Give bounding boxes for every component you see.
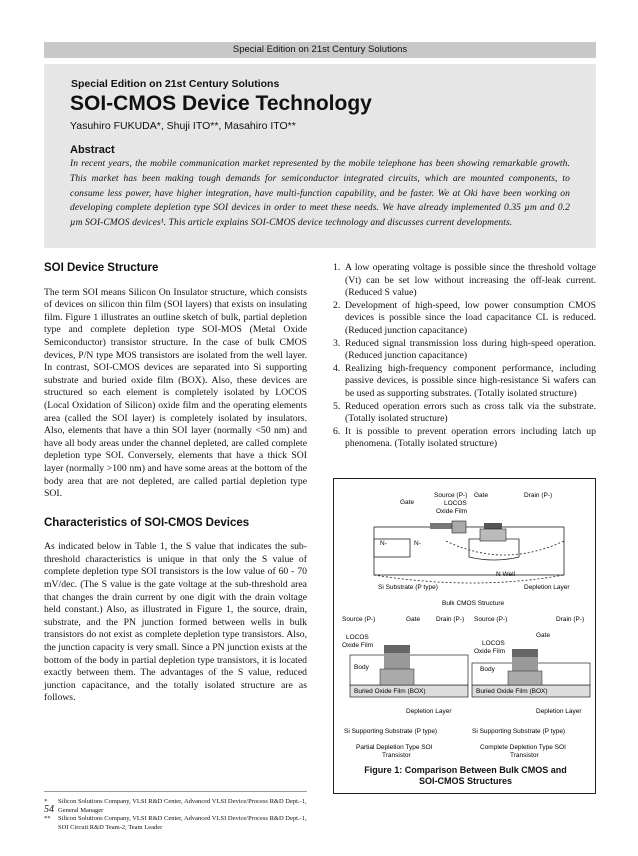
partial-box-label: Buried Oxide Film (BOX) [354, 688, 426, 695]
figure-caption: Figure 1: Comparison Between Bulk CMOS and SOI-CMOS Structures [364, 765, 567, 786]
complete-title-line1: Complete Depletion Type SOI [480, 744, 566, 751]
title-box [44, 64, 596, 248]
partial-substrate-label: Si Supporting Substrate (P type) [344, 728, 438, 735]
abstract-heading: Abstract [70, 144, 115, 156]
advantages-list [333, 262, 596, 451]
partial-title-line1: Partial Depletion Type SOI [356, 744, 433, 751]
bulk-gate2-label: Gate [474, 492, 489, 499]
figure-diagram [334, 479, 597, 795]
partial-locos-label: LOCOS [346, 634, 369, 641]
article-title: SOI-CMOS Device Technology [70, 92, 372, 115]
footnote: * Silicon Solutions Company, VLSI R&D Center, Advanced VLSI Device/Process R&D Dept.-1, General Manager [44, 798, 307, 814]
section-heading-characteristics: Characteristics of SOI-CMOS Devices [44, 516, 250, 529]
abstract-text: In recent years, the mobile communication market represented by the mobile telephone has been showing remarkable growth. This market has been making tough demands for semiconductor integrated circuits, which are mounted components, to consume less power, have higher integration, have multi-function capability, and be faster. We at Oki have been working on developing complete depletion type SOI devices in order to meet these needs. We have already implemented 0.35 µm and 0.2 µm SOI-CMOS devices¹. This article explains SOI-CMOS device technology and discusses current developments. [70, 159, 570, 229]
page-number: 54 [44, 804, 54, 815]
bulk-substrate-label: Si Substrate (P type) [378, 584, 438, 591]
bulk-n1-label: N- [380, 540, 387, 547]
partial-gate-label: Gate [406, 616, 421, 623]
bulk-n2-label: N- [414, 540, 421, 547]
partial-depletion-label: Depletion Layer [406, 708, 452, 715]
list-item: 1. A low operating voltage is possible since the threshold voltage (Vt) can be set low without increasing the off-leak current. (Reduced S value) [333, 262, 596, 299]
bulk-nwell-label: N Well [496, 571, 516, 578]
edition-banner: Special Edition on 21st Century Solutions [44, 42, 596, 58]
complete-body-label: Body [480, 666, 495, 673]
complete-gate-label: Gate [536, 632, 551, 639]
complete-title-line2: Transistor [510, 752, 539, 759]
bulk-oxide-label: Oxide Film [436, 508, 468, 515]
bulk-gate-label: Gate [400, 499, 415, 506]
complete-locos-label: LOCOS [482, 640, 505, 647]
section-paragraph: The term SOI means Silicon On Insulator structure, which consists of devices on silicon thin film (SOI layers) that exists on insulating film. Figure 1 illustrates an outline sketch of bulk, partial depletion type and complete depletion type SOI-MOS (Metal Oxide Semiconductor) transistor structure. In the case of bulk CMOS devices, P/N type MOS transistors are isolated from the well layer. In contrast, SOI-CMOS devices are separated into Si supporting substrate and buried oxide film (BOX). Also, these devices are structured so each element is completely isolated by LOCOS (Local Oxidation of Silicon) oxide film and the operating elements area (called the SOI layer) is completely isolated by insulators. Also, elements that have a thin SOI layer (normally <50 nm) and have all body areas under the channel depleted, are called complete depletion type SOI. Conversely, elements that have a thick SOI layer (normally >100 nm) and have some areas at the bottom of the body area that are not depleted, are called partial depletion type SOI. [44, 286, 307, 500]
partial-oxide-label: Oxide Film [342, 642, 374, 649]
complete-source-label: Source (P-) [474, 616, 508, 623]
left-column [44, 262, 307, 705]
partial-body-label: Body [354, 664, 369, 671]
partial-title-line2: Transistor [382, 752, 411, 759]
list-item: 4. Realizing high-frequency component performance, including passive devices, is possible since high-resistance Si wafers can be used as supporting substrates. (Totally isolated structure) [333, 362, 596, 399]
bulk-source-label: Source (P-) [434, 492, 468, 499]
partial-drain-label: Drain (P-) [436, 616, 465, 623]
bulk-depletion-label: Depletion Layer [524, 584, 570, 591]
footnotes [44, 791, 307, 832]
complete-substrate-label: Si Supporting Substrate (P type) [472, 728, 566, 735]
section-paragraph: As indicated below in Table 1, the S value that indicates the sub-threshold characteristics is unique in that only the S value of complete depletion type SOI transistors is the low value of 60 - 70 mV/dec. (The S value is the gate voltage at the sub-threshold area that changes the drain current by one digit with the drain voltage held constant.) Also, as illustrated in Figure 1, the source, drain, substrate, and the PN junction formed between wells in bulk transistors do not exist as complete depletion type transistors. Also, the junction capacity is very small. Since a PN junction exists at the bottom of the body in partial depletion type transistors, it is located exactly between them. The advantages of the S value, reduced junction capacitance, and the totally isolated structure are as follows. [44, 541, 307, 704]
complete-drain-label: Drain (P-) [556, 616, 585, 623]
bulk-drain-label: Drain (P-) [524, 492, 553, 499]
edition-label: Special Edition on 21st Century Solutions [71, 78, 280, 90]
section-heading-soi-structure: SOI Device Structure [44, 262, 159, 274]
right-column [333, 262, 596, 451]
bulk-locos-label: LOCOS [444, 500, 467, 507]
list-item: 3. Reduced signal transmission loss during high-speed operation. (Reduced junction capacitance) [333, 337, 596, 362]
bulk-title: Bulk CMOS Structure [442, 600, 505, 607]
partial-source-label: Source (P-) [342, 616, 376, 623]
figure-1 [333, 478, 596, 794]
bulk-gate-bar [430, 523, 454, 529]
footnote: ** Silicon Solutions Company, VLSI R&D Center, Advanced VLSI Device/Process R&D Dept.-1, SOI Circuit R&D Team-2, Team Leader [44, 815, 307, 831]
complete-depletion-label: Depletion Layer [536, 708, 582, 715]
article-authors: Yasuhiro FUKUDA*, Shuji ITO**, Masahiro ITO** [70, 120, 296, 132]
list-item: 2. Development of high-speed, low power consumption CMOS devices is possible since the load capacitance CL is reduced. (Reduced junction capacitance) [333, 299, 596, 336]
list-item: 5. Reduced operation errors such as cross talk via the substrate. (Totally isolated structure) [333, 400, 596, 425]
complete-oxide-label: Oxide Film [474, 648, 506, 655]
list-item: 6. It is possible to prevent operation errors including latch up phenomena. (Totally isolated structure) [333, 425, 596, 450]
complete-box-label: Buried Oxide Film (BOX) [476, 688, 548, 695]
